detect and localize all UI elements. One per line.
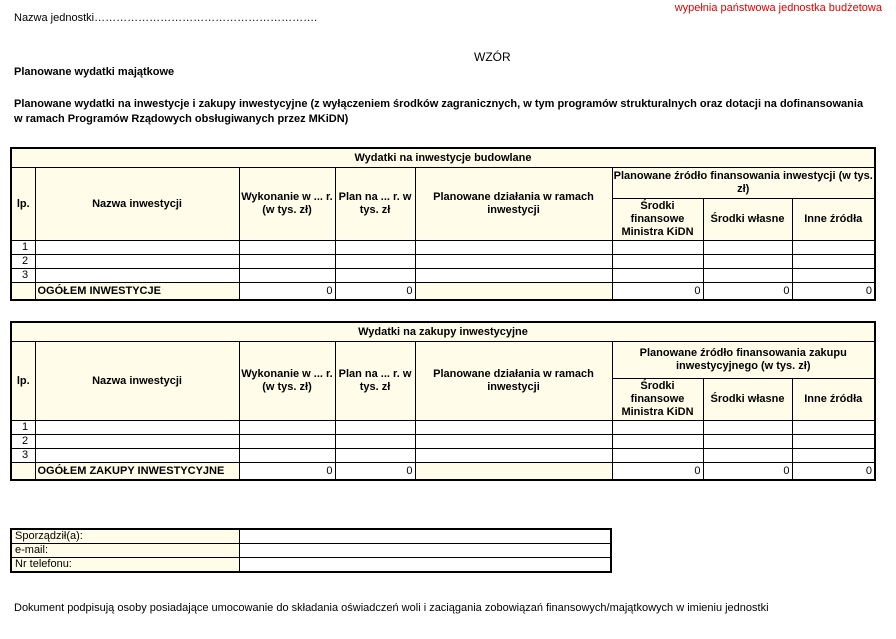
total-exec: 0 xyxy=(239,283,335,301)
cell-other[interactable] xyxy=(792,421,875,435)
header-lp: lp. xyxy=(11,168,35,241)
total-mkidn: 0 xyxy=(612,463,703,481)
cell-other[interactable] xyxy=(792,449,875,463)
header-other-sources: Inne źródła xyxy=(792,199,875,241)
cell-mkidn[interactable] xyxy=(612,241,703,255)
header-execution: Wykonanie w ... r. (w tys. zł) xyxy=(239,342,335,421)
signature-note: Dokument podpisują osoby posiadające umocowanie do składania oświadczeń woli i zaciągania zobowiązań finansowych/majątkowych w imieniu jednostki xyxy=(14,602,769,614)
cell-exec[interactable] xyxy=(239,435,335,449)
prepared-by-input[interactable] xyxy=(239,529,611,544)
table-row xyxy=(11,255,875,269)
phone-input[interactable] xyxy=(239,558,611,573)
header-plan: Plan na ... r. w tys. zł xyxy=(335,168,415,241)
cell-name[interactable] xyxy=(35,449,239,463)
row-number: 1 xyxy=(11,421,35,435)
total-actions-cell xyxy=(415,463,612,481)
cell-mkidn[interactable] xyxy=(612,435,703,449)
contact-table xyxy=(10,528,612,573)
total-lp-cell xyxy=(11,283,35,301)
cell-plan[interactable] xyxy=(335,241,415,255)
table-row xyxy=(11,269,875,283)
row-number: 2 xyxy=(11,255,35,269)
table-row xyxy=(11,421,875,435)
table-title: Wydatki na inwestycje budowlane xyxy=(11,148,875,168)
prepared-by-label: Sporządził(a): xyxy=(11,529,239,544)
table-row xyxy=(11,435,875,449)
header-own-funds: Środki własne xyxy=(703,379,792,421)
cell-actions[interactable] xyxy=(415,421,612,435)
row-number: 3 xyxy=(11,449,35,463)
header-plan: Plan na ... r. w tys. zł xyxy=(335,342,415,421)
cell-plan[interactable] xyxy=(335,421,415,435)
table-row xyxy=(11,449,875,463)
cell-name[interactable] xyxy=(35,241,239,255)
total-label: OGÓŁEM ZAKUPY INWESTYCYJNE xyxy=(35,463,239,481)
total-actions-cell xyxy=(415,283,612,301)
header-investment-name: Nazwa inwestycji xyxy=(35,342,239,421)
cell-actions[interactable] xyxy=(415,435,612,449)
header-planned-actions: Planowane działania w ramach inwestycji xyxy=(415,342,612,421)
total-other: 0 xyxy=(792,463,875,481)
cell-other[interactable] xyxy=(792,269,875,283)
phone-label: Nr telefonu: xyxy=(11,558,239,573)
row-number: 1 xyxy=(11,241,35,255)
table-title: Wydatki na zakupy inwestycyjne xyxy=(11,322,875,342)
cell-name[interactable] xyxy=(35,269,239,283)
cell-mkidn[interactable] xyxy=(612,255,703,269)
total-lp-cell xyxy=(11,463,35,481)
total-mkidn: 0 xyxy=(612,283,703,301)
cell-own[interactable] xyxy=(703,435,792,449)
cell-exec[interactable] xyxy=(239,255,335,269)
header-funding-source: Planowane źródło finansowania inwestycji (w tys. zł) xyxy=(612,168,875,199)
header-ministry-funds: Środki finansowe Ministra KiDN xyxy=(612,379,703,421)
unit-name-line: Nazwa jednostki……………………………………………………. xyxy=(14,12,318,24)
total-row xyxy=(11,463,875,481)
cell-mkidn[interactable] xyxy=(612,421,703,435)
cell-actions[interactable] xyxy=(415,269,612,283)
cell-other[interactable] xyxy=(792,241,875,255)
cell-mkidn[interactable] xyxy=(612,269,703,283)
header-own-funds: Środki własne xyxy=(703,199,792,241)
cell-exec[interactable] xyxy=(239,421,335,435)
header-planned-actions: Planowane działania w ramach inwestycji xyxy=(415,168,612,241)
cell-other[interactable] xyxy=(792,435,875,449)
header-execution: Wykonanie w ... r. (w tys. zł) xyxy=(239,168,335,241)
section-description: Planowane wydatki na inwestycje i zakupy inwestycyjne (z wyłączeniem środków zagranicznych, w tym programów strukturalnych oraz dotacji na dofinansowania w ramach Programów Rządowych obsługiwanych przez MKiDN) xyxy=(14,98,864,125)
cell-own[interactable] xyxy=(703,269,792,283)
total-other: 0 xyxy=(792,283,875,301)
header-lp: lp. xyxy=(11,342,35,421)
table-row xyxy=(11,241,875,255)
email-label: e-mail: xyxy=(11,544,239,558)
cell-actions[interactable] xyxy=(415,449,612,463)
cell-actions[interactable] xyxy=(415,241,612,255)
cell-own[interactable] xyxy=(703,421,792,435)
total-row xyxy=(11,283,875,301)
row-number: 3 xyxy=(11,269,35,283)
cell-own[interactable] xyxy=(703,255,792,269)
cell-actions[interactable] xyxy=(415,255,612,269)
cell-own[interactable] xyxy=(703,449,792,463)
cell-other[interactable] xyxy=(792,255,875,269)
cell-plan[interactable] xyxy=(335,449,415,463)
budget-unit-note: wypełnia państwowa jednostka budżetowa xyxy=(674,2,882,14)
header-ministry-funds: Środki finansowe Ministra KiDN xyxy=(612,199,703,241)
total-own: 0 xyxy=(703,463,792,481)
cell-exec[interactable] xyxy=(239,449,335,463)
total-own: 0 xyxy=(703,283,792,301)
total-plan: 0 xyxy=(335,283,415,301)
email-input[interactable] xyxy=(239,544,611,558)
header-investment-name: Nazwa inwestycji xyxy=(35,168,239,241)
cell-name[interactable] xyxy=(35,421,239,435)
header-funding-source: Planowane źródło finansowania zakupu inwestycyjnego (w tys. zł) xyxy=(612,342,875,379)
cell-plan[interactable] xyxy=(335,269,415,283)
cell-name[interactable] xyxy=(35,435,239,449)
construction-investments-table xyxy=(10,147,876,301)
template-label: WZÓR xyxy=(474,50,511,64)
cell-plan[interactable] xyxy=(335,435,415,449)
row-number: 2 xyxy=(11,435,35,449)
total-plan: 0 xyxy=(335,463,415,481)
cell-mkidn[interactable] xyxy=(612,449,703,463)
investment-purchases-table xyxy=(10,321,876,481)
total-label: OGÓŁEM INWESTYCJE xyxy=(35,283,239,301)
cell-exec[interactable] xyxy=(239,269,335,283)
cell-plan[interactable] xyxy=(335,255,415,269)
header-other-sources: Inne źródła xyxy=(792,379,875,421)
section-title: Planowane wydatki majątkowe xyxy=(14,66,175,78)
total-exec: 0 xyxy=(239,463,335,481)
cell-name[interactable] xyxy=(35,255,239,269)
cell-exec[interactable] xyxy=(239,241,335,255)
cell-own[interactable] xyxy=(703,241,792,255)
